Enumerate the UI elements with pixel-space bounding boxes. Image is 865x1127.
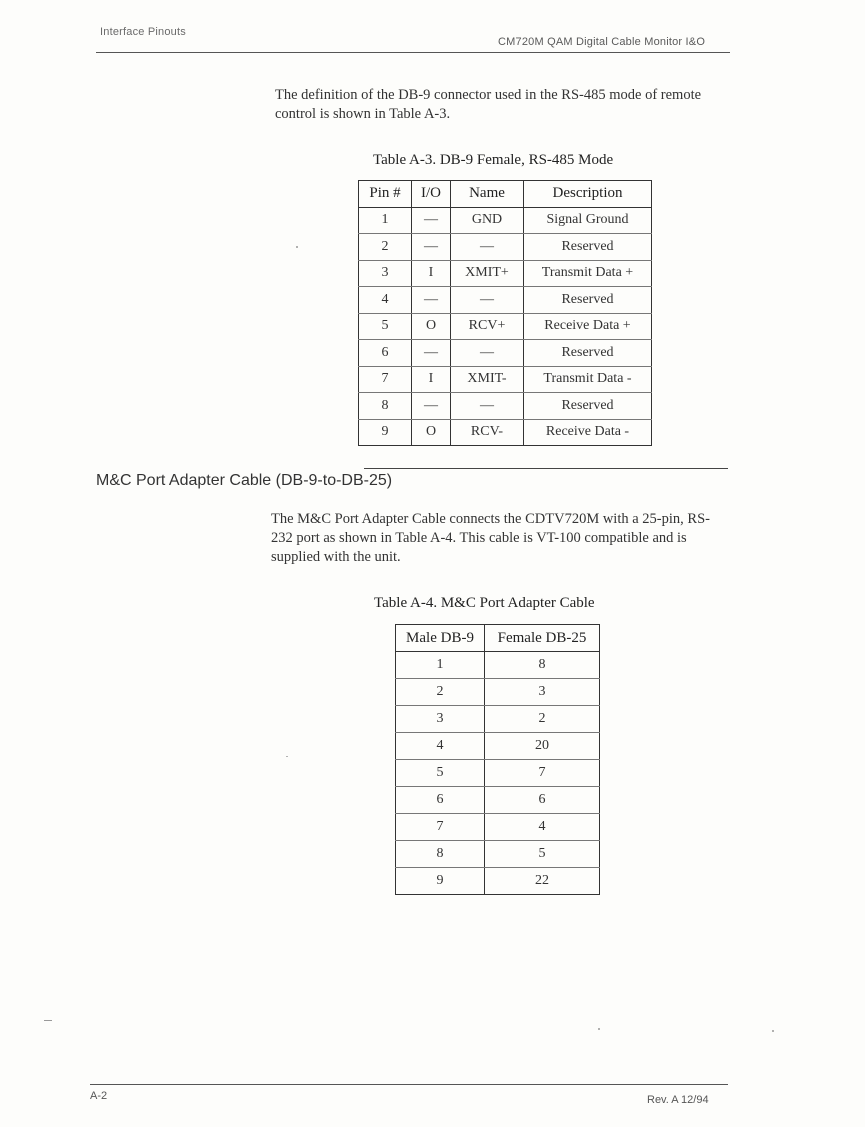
cell-io: I xyxy=(412,366,451,393)
cell-pin: 9 xyxy=(359,419,412,446)
cell-description: Transmit Data - xyxy=(524,366,652,393)
column-header-description: Description xyxy=(524,181,652,208)
column-header-io: I/O xyxy=(412,181,451,208)
column-header-name: Name xyxy=(451,181,524,208)
table-row xyxy=(359,207,652,234)
table-row xyxy=(359,313,652,340)
cell-pin: 4 xyxy=(359,287,412,314)
section-paragraph: The M&C Port Adapter Cable connects the CDTV720M with a 25-pin, RS-232 port as shown in Table A-4. This cable is VT-100 compatible and is supplied with the unit. xyxy=(271,511,710,565)
cell-female-db25: 20 xyxy=(485,733,600,760)
running-header-section: Interface Pinouts xyxy=(100,26,186,38)
cell-male-db9: 3 xyxy=(396,706,485,733)
cell-description: Receive Data + xyxy=(524,313,652,340)
scan-speck xyxy=(598,1028,600,1030)
cell-male-db9: 1 xyxy=(396,652,485,679)
header-rule xyxy=(96,52,730,53)
cell-pin: 1 xyxy=(359,207,412,234)
intro-paragraph: The definition of the DB-9 connector used in the RS-485 mode of remote control is shown in Table A-3. xyxy=(275,87,702,122)
table-row xyxy=(396,733,600,760)
cell-io: O xyxy=(412,313,451,340)
cell-io: — xyxy=(412,340,451,367)
footer-rule xyxy=(90,1084,728,1085)
cell-female-db25: 4 xyxy=(485,814,600,841)
table-a3-body xyxy=(359,207,652,446)
scan-speck xyxy=(286,756,288,757)
cell-male-db9: 8 xyxy=(396,841,485,868)
scan-speck xyxy=(296,246,298,248)
table-header-row xyxy=(396,625,600,652)
cell-female-db25: 3 xyxy=(485,679,600,706)
cell-description: Signal Ground xyxy=(524,207,652,234)
cell-name: XMIT+ xyxy=(451,260,524,287)
cell-female-db25: 6 xyxy=(485,787,600,814)
cell-name: RCV- xyxy=(451,419,524,446)
table-row xyxy=(359,340,652,367)
cell-pin: 3 xyxy=(359,260,412,287)
table-row xyxy=(396,760,600,787)
table-row xyxy=(359,393,652,420)
table-a3-caption: Table A-3. DB-9 Female, RS-485 Mode xyxy=(373,152,614,168)
cell-female-db25: 8 xyxy=(485,652,600,679)
column-header-female-db25: Female DB-25 xyxy=(485,625,600,652)
table-row xyxy=(359,260,652,287)
cell-female-db25: 5 xyxy=(485,841,600,868)
cell-pin: 7 xyxy=(359,366,412,393)
cell-male-db9: 5 xyxy=(396,760,485,787)
cell-description: Receive Data - xyxy=(524,419,652,446)
table-a4 xyxy=(395,624,600,895)
cell-name: — xyxy=(451,393,524,420)
table-row xyxy=(396,679,600,706)
cell-male-db9: 4 xyxy=(396,733,485,760)
cell-name: GND xyxy=(451,207,524,234)
cell-description: Reserved xyxy=(524,287,652,314)
cell-pin: 6 xyxy=(359,340,412,367)
table-header-row xyxy=(359,181,652,208)
cell-description: Reserved xyxy=(524,340,652,367)
cell-pin: 5 xyxy=(359,313,412,340)
table-a4-caption: Table A-4. M&C Port Adapter Cable xyxy=(374,595,595,611)
cell-io: I xyxy=(412,260,451,287)
cell-io: — xyxy=(412,207,451,234)
table-row xyxy=(396,706,600,733)
cell-name: XMIT- xyxy=(451,366,524,393)
scan-speck xyxy=(772,1030,774,1032)
cell-name: — xyxy=(451,234,524,261)
revision-label: Rev. A 12/94 xyxy=(647,1094,709,1106)
column-header-pin: Pin # xyxy=(359,181,412,208)
cell-male-db9: 9 xyxy=(396,868,485,895)
running-header-title: CM720M QAM Digital Cable Monitor I&O xyxy=(498,36,706,48)
table-row xyxy=(396,652,600,679)
page-number: A-2 xyxy=(90,1090,108,1102)
cell-io: — xyxy=(412,393,451,420)
table-a3 xyxy=(358,180,652,446)
cell-name: RCV+ xyxy=(451,313,524,340)
cell-description: Transmit Data + xyxy=(524,260,652,287)
scan-speck xyxy=(44,1020,52,1021)
section-rule xyxy=(364,468,728,469)
cell-description: Reserved xyxy=(524,393,652,420)
table-row xyxy=(396,841,600,868)
cell-io: O xyxy=(412,419,451,446)
table-row xyxy=(396,787,600,814)
table-row xyxy=(359,287,652,314)
cell-description: Reserved xyxy=(524,234,652,261)
table-row xyxy=(359,366,652,393)
cell-pin: 8 xyxy=(359,393,412,420)
cell-female-db25: 2 xyxy=(485,706,600,733)
cell-name: — xyxy=(451,340,524,367)
section-heading: M&C Port Adapter Cable (DB-9-to-DB-25) xyxy=(96,472,393,489)
cell-female-db25: 22 xyxy=(485,868,600,895)
cell-male-db9: 7 xyxy=(396,814,485,841)
column-header-male-db9: Male DB-9 xyxy=(396,625,485,652)
cell-female-db25: 7 xyxy=(485,760,600,787)
cell-io: — xyxy=(412,234,451,261)
table-row xyxy=(359,419,652,446)
table-row xyxy=(396,868,600,895)
cell-io: — xyxy=(412,287,451,314)
table-row xyxy=(396,814,600,841)
table-row xyxy=(359,234,652,261)
table-a4-body xyxy=(396,652,600,895)
cell-male-db9: 6 xyxy=(396,787,485,814)
cell-pin: 2 xyxy=(359,234,412,261)
cell-male-db9: 2 xyxy=(396,679,485,706)
cell-name: — xyxy=(451,287,524,314)
